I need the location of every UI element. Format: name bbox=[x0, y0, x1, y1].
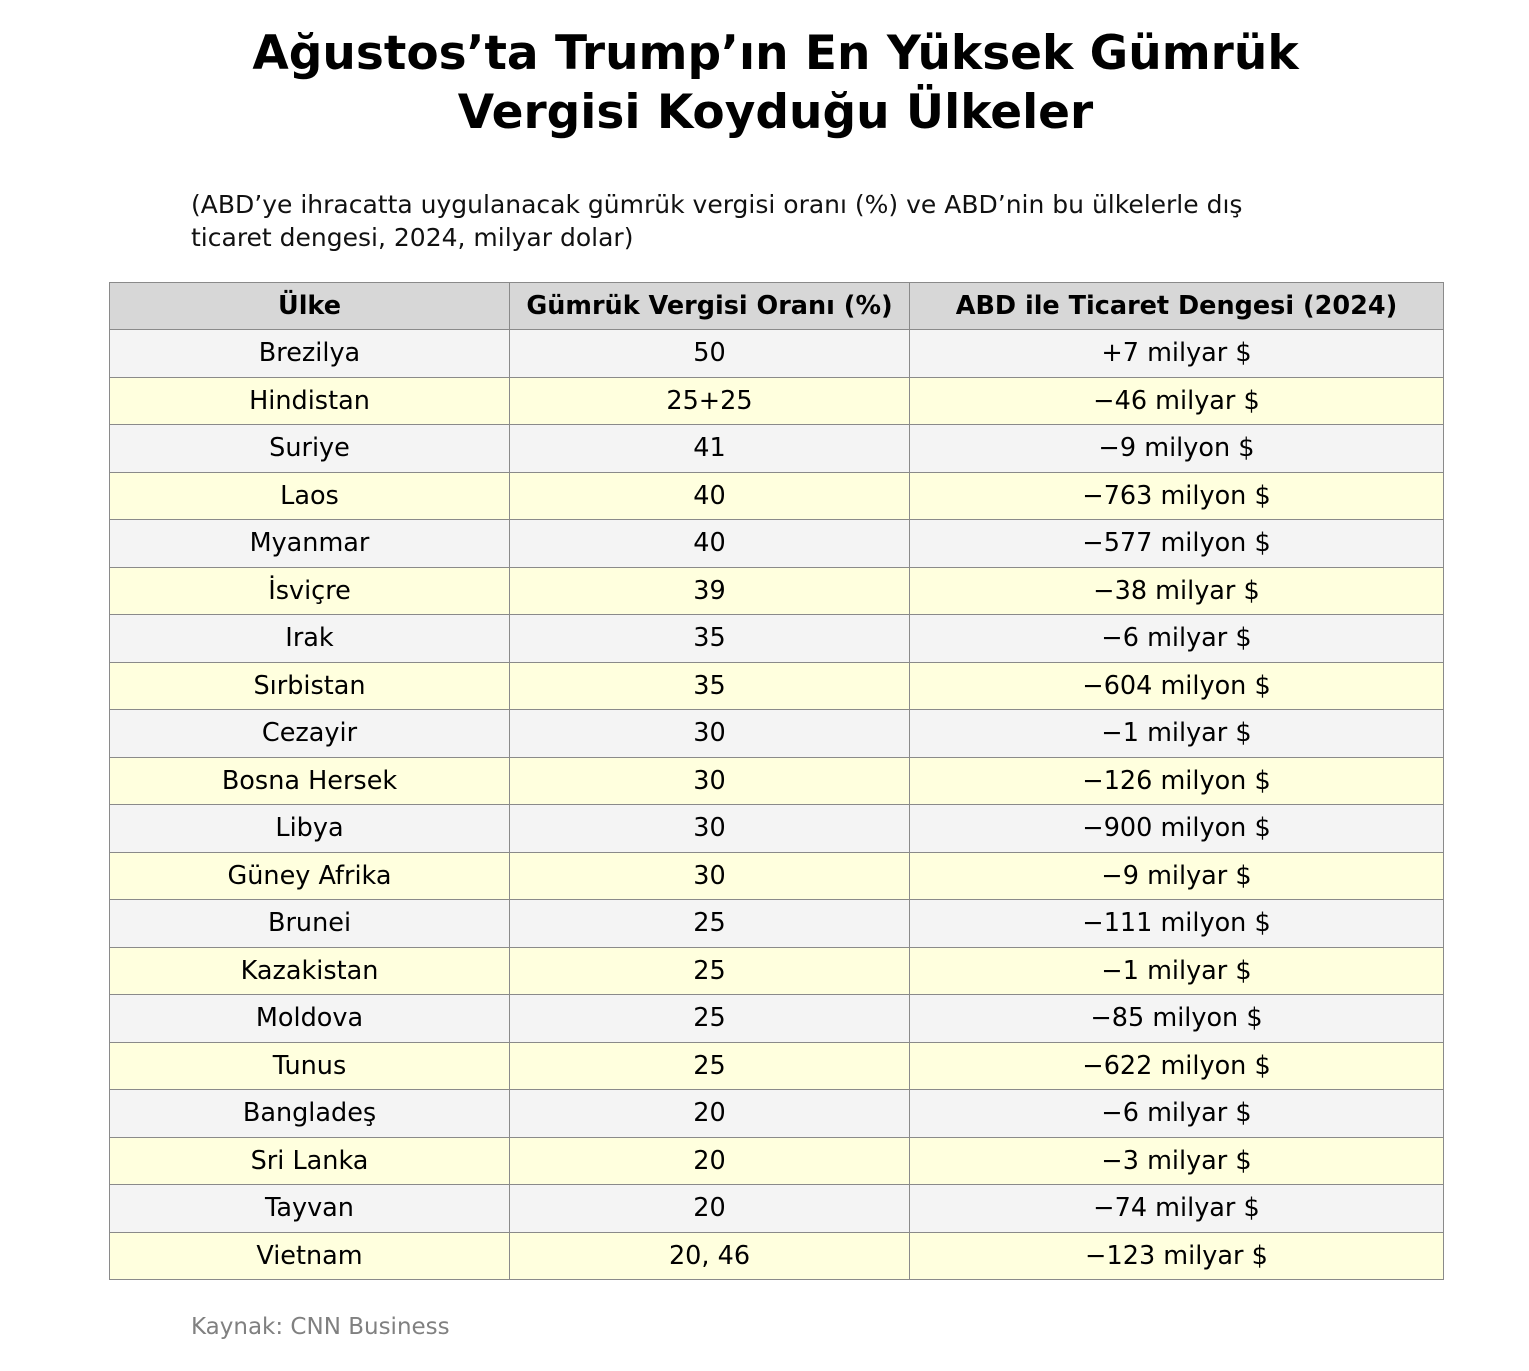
cell-trade-balance: −3 milyar $ bbox=[910, 1137, 1444, 1185]
cell-tariff-rate: 35 bbox=[510, 662, 910, 710]
tariff-table bbox=[109, 282, 1444, 1280]
table-row bbox=[110, 1185, 1444, 1233]
cell-tariff-rate: 25 bbox=[510, 947, 910, 995]
cell-country: Hindistan bbox=[110, 377, 510, 425]
cell-tariff-rate: 20 bbox=[510, 1090, 910, 1138]
cell-country: Bosna Hersek bbox=[110, 757, 510, 805]
table-row bbox=[110, 1042, 1444, 1090]
table-row bbox=[110, 710, 1444, 758]
column-header-tariff-rate: Gümrük Vergisi Oranı (%) bbox=[510, 283, 910, 330]
cell-tariff-rate: 20, 46 bbox=[510, 1232, 910, 1280]
cell-country: Myanmar bbox=[110, 520, 510, 568]
cell-country: Brezilya bbox=[110, 330, 510, 378]
cell-trade-balance: −763 milyon $ bbox=[910, 472, 1444, 520]
cell-country: Suriye bbox=[110, 425, 510, 473]
table-row bbox=[110, 1137, 1444, 1185]
cell-country: Irak bbox=[110, 615, 510, 663]
table-row bbox=[110, 330, 1444, 378]
chart-subtitle-line-1: (ABD’ye ihracatta uygulanacak gümrük vergisi oranı (%) ve ABD’nin bu ülkelerle dış bbox=[191, 190, 1243, 219]
cell-trade-balance: −111 milyon $ bbox=[910, 900, 1444, 948]
table-row bbox=[110, 615, 1444, 663]
cell-country: Libya bbox=[110, 805, 510, 853]
chart-subtitle-line-2: ticaret dengesi, 2024, milyar dolar) bbox=[191, 223, 634, 252]
table-row bbox=[110, 947, 1444, 995]
cell-trade-balance: −604 milyon $ bbox=[910, 662, 1444, 710]
chart-title-line-1: Ağustos’ta Trump’ın En Yüksek Gümrük bbox=[252, 26, 1299, 81]
cell-trade-balance: −38 milyar $ bbox=[910, 567, 1444, 615]
table-row bbox=[110, 757, 1444, 805]
cell-tariff-rate: 20 bbox=[510, 1185, 910, 1233]
cell-tariff-rate: 25+25 bbox=[510, 377, 910, 425]
table-row bbox=[110, 900, 1444, 948]
cell-country: Laos bbox=[110, 472, 510, 520]
source-note: Kaynak: CNN Business bbox=[191, 1314, 450, 1340]
cell-trade-balance: −577 milyon $ bbox=[910, 520, 1444, 568]
table-row bbox=[110, 567, 1444, 615]
cell-tariff-rate: 25 bbox=[510, 995, 910, 1043]
table-row bbox=[110, 662, 1444, 710]
cell-trade-balance: −900 milyon $ bbox=[910, 805, 1444, 853]
column-header-country: Ülke bbox=[110, 283, 510, 330]
cell-trade-balance: −1 milyar $ bbox=[910, 710, 1444, 758]
chart-subtitle bbox=[191, 188, 1371, 254]
cell-tariff-rate: 25 bbox=[510, 900, 910, 948]
cell-tariff-rate: 25 bbox=[510, 1042, 910, 1090]
cell-country: Moldova bbox=[110, 995, 510, 1043]
table-row bbox=[110, 995, 1444, 1043]
cell-trade-balance: −6 milyar $ bbox=[910, 615, 1444, 663]
cell-country: Bangladeş bbox=[110, 1090, 510, 1138]
table-row bbox=[110, 1232, 1444, 1280]
cell-country: Cezayir bbox=[110, 710, 510, 758]
cell-trade-balance: −126 milyon $ bbox=[910, 757, 1444, 805]
cell-country: İsviçre bbox=[110, 567, 510, 615]
table-row bbox=[110, 805, 1444, 853]
chart-title-line-2: Vergisi Koyduğu Ülkeler bbox=[457, 85, 1094, 140]
table-row bbox=[110, 425, 1444, 473]
cell-tariff-rate: 50 bbox=[510, 330, 910, 378]
column-header-trade-balance: ABD ile Ticaret Dengesi (2024) bbox=[910, 283, 1444, 330]
cell-trade-balance: −74 milyar $ bbox=[910, 1185, 1444, 1233]
chart-title bbox=[0, 24, 1529, 142]
cell-country: Brunei bbox=[110, 900, 510, 948]
cell-tariff-rate: 35 bbox=[510, 615, 910, 663]
cell-tariff-rate: 39 bbox=[510, 567, 910, 615]
cell-country: Tunus bbox=[110, 1042, 510, 1090]
cell-country: Sri Lanka bbox=[110, 1137, 510, 1185]
cell-trade-balance: −85 milyon $ bbox=[910, 995, 1444, 1043]
cell-tariff-rate: 20 bbox=[510, 1137, 910, 1185]
table-row bbox=[110, 472, 1444, 520]
cell-tariff-rate: 41 bbox=[510, 425, 910, 473]
table-row bbox=[110, 377, 1444, 425]
table-row bbox=[110, 852, 1444, 900]
table-row bbox=[110, 1090, 1444, 1138]
cell-tariff-rate: 30 bbox=[510, 805, 910, 853]
table-body bbox=[110, 330, 1444, 1280]
cell-trade-balance: −123 milyar $ bbox=[910, 1232, 1444, 1280]
cell-country: Tayvan bbox=[110, 1185, 510, 1233]
cell-tariff-rate: 30 bbox=[510, 710, 910, 758]
cell-trade-balance: −6 milyar $ bbox=[910, 1090, 1444, 1138]
cell-tariff-rate: 30 bbox=[510, 757, 910, 805]
cell-trade-balance: −9 milyar $ bbox=[910, 852, 1444, 900]
cell-trade-balance: +7 milyar $ bbox=[910, 330, 1444, 378]
cell-tariff-rate: 40 bbox=[510, 472, 910, 520]
cell-trade-balance: −46 milyar $ bbox=[910, 377, 1444, 425]
cell-tariff-rate: 30 bbox=[510, 852, 910, 900]
cell-trade-balance: −622 milyon $ bbox=[910, 1042, 1444, 1090]
cell-trade-balance: −9 milyon $ bbox=[910, 425, 1444, 473]
cell-country: Vietnam bbox=[110, 1232, 510, 1280]
cell-country: Kazakistan bbox=[110, 947, 510, 995]
cell-trade-balance: −1 milyar $ bbox=[910, 947, 1444, 995]
table-header-row bbox=[110, 283, 1444, 330]
cell-country: Sırbistan bbox=[110, 662, 510, 710]
cell-tariff-rate: 40 bbox=[510, 520, 910, 568]
table-row bbox=[110, 520, 1444, 568]
cell-country: Güney Afrika bbox=[110, 852, 510, 900]
